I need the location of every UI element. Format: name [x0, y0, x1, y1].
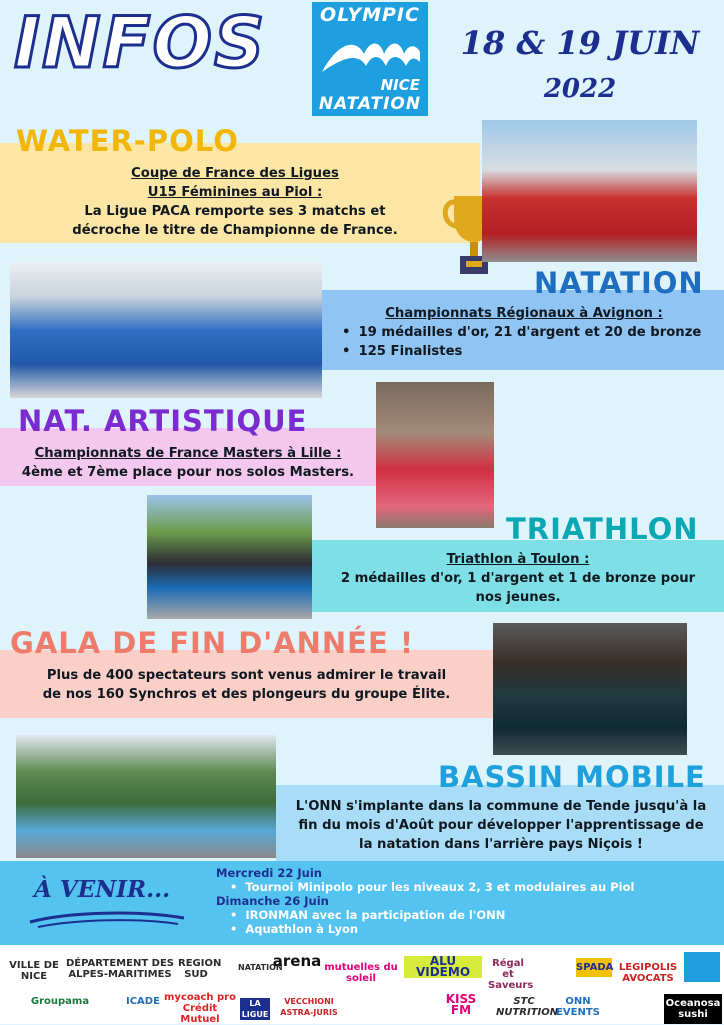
sponsor-spada: SPADA	[576, 958, 612, 977]
sponsor-region-sud: REGION SUD	[178, 958, 222, 980]
bassin-text	[280, 797, 722, 854]
waterpolo-title: WATER-POLO	[16, 124, 239, 158]
underline-swoosh-icon	[28, 908, 186, 930]
waterpolo-line2: U15 Féminines au Piol :	[147, 185, 323, 200]
waterpolo-line3: La Ligue PACA remporte ses 3 matchs et	[84, 204, 386, 219]
avenir-day1: Mercredi 22 Juin	[216, 866, 322, 880]
artistique-heading: Championnats de France Masters à Lille :	[34, 446, 342, 461]
sponsor-oceanosa: Oceanosa sushi	[664, 994, 722, 1024]
gala-text	[4, 666, 489, 704]
club-logo	[312, 2, 428, 116]
avenir-day1-list	[216, 880, 716, 894]
sponsor-arena: arena	[272, 952, 322, 970]
gala-line1: Plus de 400 spectateurs sont venus admirer le travail	[46, 668, 447, 683]
bassin-mobile-photo	[16, 735, 276, 858]
avenir-agenda	[216, 866, 716, 936]
artistique-line: 4ème et 7ème place pour nos solos Masters.	[21, 465, 355, 480]
wave-icon	[318, 32, 422, 78]
avenir-day2: Dimanche 26 Juin	[216, 894, 329, 908]
artistique-title: NAT. ARTISTIQUE	[18, 404, 308, 438]
triathlon-title: TRIATHLON	[506, 512, 699, 546]
sponsors-band	[0, 945, 724, 1024]
natation-list	[328, 323, 720, 361]
gala-title: GALA DE FIN D'ANNÉE !	[10, 626, 415, 660]
natation-item-2: • 125 Finalistes	[342, 342, 720, 361]
sponsor-vecchioni: VECCHIONI ASTRA-JURIS	[280, 997, 338, 1017]
triathlon-line2: nos jeunes.	[475, 590, 561, 605]
sponsor-icade: ICADE	[126, 996, 160, 1007]
bassin-line3: la natation dans l'arrière pays Niçois !	[359, 837, 643, 852]
sponsor-stc: STC NUTRITION	[496, 996, 559, 1018]
bassin-line1: L'ONN s'implante dans la commune de Tende jusqu'à la	[295, 799, 707, 814]
sponsor-regal: Régal et Saveurs	[488, 958, 534, 991]
avenir-day2-item-1: • IRONMAN avec la participation de l'ONN	[230, 908, 716, 922]
sponsor-mutuelles: mutuelles du soleil	[324, 962, 398, 984]
waterpolo-team-photo	[482, 120, 697, 262]
logo-text-natation: NATATION	[318, 94, 422, 114]
sponsor-groupama: Groupama	[30, 996, 90, 1007]
waterpolo-text	[10, 164, 460, 240]
sponsor-mycoach: mycoach pro Crédit Mutuel	[164, 992, 236, 1025]
waterpolo-line4: décroche le titre de Championne de France.	[72, 223, 398, 238]
sponsor-p-logo	[684, 952, 720, 982]
bassin-title: BASSIN MOBILE	[438, 760, 706, 794]
page-title: INFOS	[14, 2, 267, 84]
sponsor-natation: NATATION	[238, 963, 283, 972]
logo-text-nice: NICE	[380, 76, 420, 94]
natation-team-photo	[10, 263, 322, 398]
logo-text-olympic: OLYMPIC	[320, 4, 420, 26]
natation-title: NATATION	[534, 266, 704, 300]
sponsor-ville-de-nice: VILLE DE NICE	[9, 960, 59, 982]
bassin-line2: fin du mois d'Août pour développer l'apprentissage de	[298, 818, 704, 833]
event-year: 2022	[543, 74, 617, 104]
triathlon-line1: 2 médailles d'or, 1 d'argent et 1 de bronze pour	[340, 571, 696, 586]
sponsor-departement: DÉPARTEMENT DES ALPES-MARITIMES	[66, 958, 174, 980]
natation-text	[328, 304, 720, 361]
sponsor-legipolis: LEGIPOLIS AVOCATS	[618, 962, 678, 984]
avenir-day2-list	[216, 908, 716, 936]
sponsor-alu-videmo: ALU VIDEMO	[404, 956, 482, 978]
sponsor-la-ligue: LA LIGUE	[241, 999, 269, 1019]
waterpolo-line1: Coupe de France des Ligues	[131, 166, 339, 181]
artistique-swimmers-photo	[376, 382, 494, 528]
triathlon-athletes-photo	[147, 495, 312, 619]
avenir-day2-item-2: • Aquathlon à Lyon	[230, 922, 716, 936]
triathlon-heading: Triathlon à Toulon :	[446, 552, 590, 567]
artistique-text	[0, 444, 376, 482]
triathlon-text	[316, 550, 720, 607]
sponsor-onn-events: ONN EVENTS	[556, 996, 600, 1018]
avenir-day1-item: • Tournoi Minipolo pour les niveaux 2, 3 et modulaires au Piol	[230, 880, 716, 894]
natation-item-1: • 19 médailles d'or, 21 d'argent et 20 de bronze	[342, 323, 720, 342]
gala-line2: de nos 160 Synchros et des plongeurs du groupe Élite.	[42, 687, 451, 702]
avenir-title: À VENIR...	[34, 876, 171, 903]
gala-pool-photo	[493, 623, 687, 755]
sponsor-kissfm: KISS FM	[445, 992, 477, 1017]
natation-heading: Championnats Régionaux à Avignon :	[385, 306, 663, 321]
event-date: 18 & 19 JUIN	[460, 24, 700, 62]
